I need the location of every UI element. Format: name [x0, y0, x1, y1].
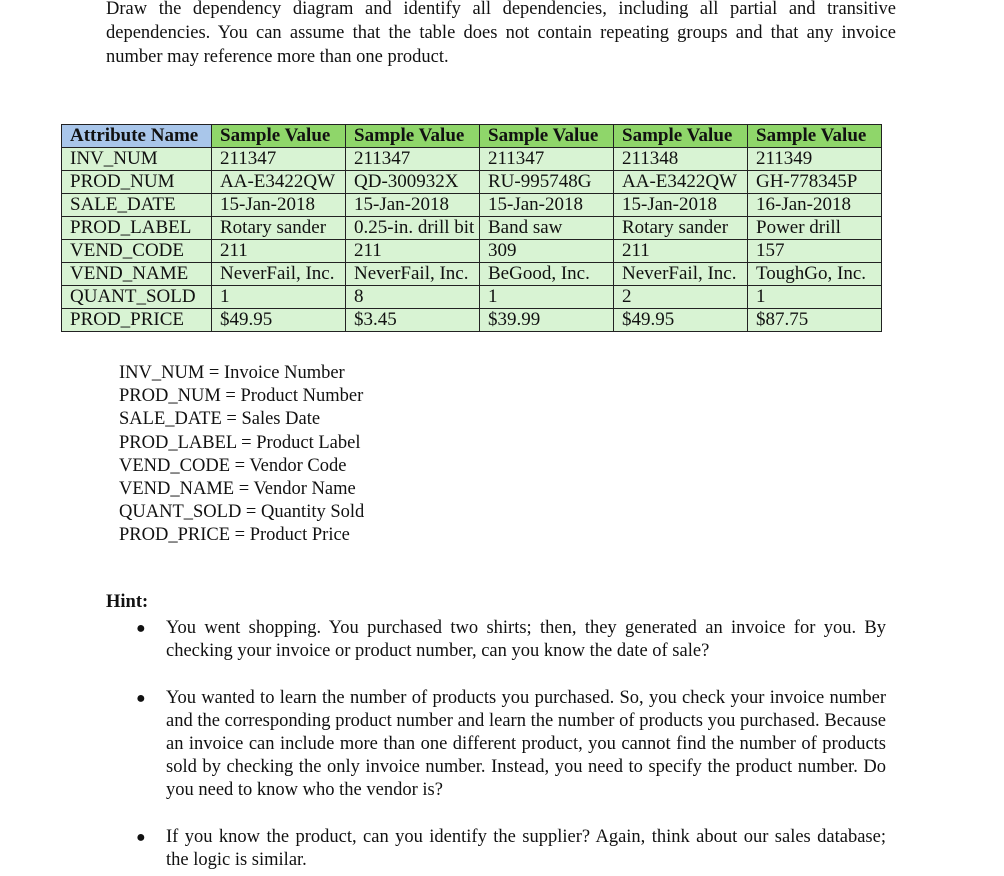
- header-attribute-name: Attribute Name: [62, 125, 212, 148]
- value-cell: GH-778345P: [748, 171, 882, 194]
- value-cell: $87.75: [748, 309, 882, 332]
- attribute-cell: PROD_NUM: [62, 171, 212, 194]
- value-cell: NeverFail, Inc.: [212, 263, 346, 286]
- value-cell: 211348: [614, 148, 748, 171]
- attribute-cell: INV_NUM: [62, 148, 212, 171]
- value-cell: $49.95: [212, 309, 346, 332]
- legend-item: PROD_LABEL = Product Label: [119, 432, 361, 453]
- value-cell: 15-Jan-2018: [614, 194, 748, 217]
- legend-item: INV_NUM = Invoice Number: [119, 363, 345, 383]
- value-cell: Rotary sander: [614, 217, 748, 240]
- bullet-icon: ●: [136, 690, 146, 707]
- value-cell: $49.95: [614, 309, 748, 332]
- value-cell: 211347: [346, 148, 480, 171]
- header-sample-value: Sample Value: [212, 125, 346, 148]
- bullet-icon: ●: [136, 829, 146, 846]
- value-cell: 1: [480, 286, 614, 309]
- hint-item: [136, 826, 886, 872]
- hint-title: Hint:: [106, 592, 149, 612]
- attribute-cell: SALE_DATE: [62, 194, 212, 217]
- table-row: [62, 194, 882, 217]
- table-row: [62, 286, 882, 309]
- value-cell: 211347: [480, 148, 614, 171]
- legend-item: QUANT_SOLD = Quantity Sold: [119, 502, 365, 523]
- value-cell: 16-Jan-2018: [748, 194, 882, 217]
- header-sample-value: Sample Value: [480, 125, 614, 148]
- value-cell: 309: [480, 240, 614, 263]
- legend-item: VEND_NAME = Vendor Name: [119, 479, 356, 500]
- value-cell: RU-995748G: [480, 171, 614, 194]
- table-row: [62, 148, 882, 171]
- table-header-row: [62, 125, 882, 148]
- value-cell: Rotary sander: [212, 217, 346, 240]
- value-cell: 211: [212, 240, 346, 263]
- legend-item: PROD_PRICE = Product Price: [119, 525, 350, 546]
- value-cell: 211: [614, 240, 748, 263]
- value-cell: 8: [346, 286, 480, 309]
- legend-item: PROD_NUM = Product Number: [119, 386, 364, 407]
- table-row: [62, 240, 882, 263]
- hint-list: [136, 617, 886, 872]
- intro-paragraph: Draw the dependency diagram and identify all dependencies, including all partial and transitive dependencies. You can assume that the table does not contain repeating groups and that any invoice number may reference more than one product.: [106, 0, 896, 67]
- table-row: [62, 263, 882, 286]
- value-cell: AA-E3422QW: [212, 171, 346, 194]
- value-cell: 2: [614, 286, 748, 309]
- hint-text: You wanted to learn the number of products you purchased. So, you check your invoice number and the corresponding product number and learn the number of products you purchased. Because an invoice can include more than one different product, you cannot find the number of products sold by checking the only invoice number. Instead, you need to specify the product number. Do you need to know who the vendor is?: [166, 688, 886, 800]
- abbreviation-legend: [119, 362, 364, 548]
- value-cell: 15-Jan-2018: [212, 194, 346, 217]
- table-row: [62, 171, 882, 194]
- hint-text: If you know the product, can you identify the supplier? Again, think about our sales database; the logic is similar.: [166, 827, 886, 870]
- value-cell: 157: [748, 240, 882, 263]
- value-cell: $3.45: [346, 309, 480, 332]
- header-sample-value: Sample Value: [748, 125, 882, 148]
- hint-text: You went shopping. You purchased two shirts; then, they generated an invoice for you. By checking your invoice or product number, can you know the date of sale?: [166, 618, 886, 661]
- bullet-icon: ●: [136, 620, 146, 637]
- value-cell: Power drill: [748, 217, 882, 240]
- value-cell: 211347: [212, 148, 346, 171]
- value-cell: 1: [212, 286, 346, 309]
- value-cell: NeverFail, Inc.: [614, 263, 748, 286]
- value-cell: ToughGo, Inc.: [748, 263, 882, 286]
- value-cell: Band saw: [480, 217, 614, 240]
- value-cell: 211: [346, 240, 480, 263]
- hint-item: [136, 617, 886, 663]
- value-cell: NeverFail, Inc.: [346, 263, 480, 286]
- value-cell: 1: [748, 286, 882, 309]
- value-cell: 15-Jan-2018: [346, 194, 480, 217]
- value-cell: QD-300932X: [346, 171, 480, 194]
- attribute-cell: QUANT_SOLD: [62, 286, 212, 309]
- legend-item: SALE_DATE = Sales Date: [119, 409, 321, 430]
- hint-item: [136, 687, 886, 802]
- table-row: [62, 217, 882, 240]
- header-sample-value: Sample Value: [346, 125, 480, 148]
- attribute-cell: PROD_PRICE: [62, 309, 212, 332]
- table-row: [62, 309, 882, 332]
- attribute-cell: VEND_NAME: [62, 263, 212, 286]
- attribute-cell: VEND_CODE: [62, 240, 212, 263]
- attribute-cell: PROD_LABEL: [62, 217, 212, 240]
- value-cell: AA-E3422QW: [614, 171, 748, 194]
- value-cell: 15-Jan-2018: [480, 194, 614, 217]
- header-sample-value: Sample Value: [614, 125, 748, 148]
- value-cell: $39.99: [480, 309, 614, 332]
- legend-item: VEND_CODE = Vendor Code: [119, 455, 347, 476]
- value-cell: 211349: [748, 148, 882, 171]
- value-cell: BeGood, Inc.: [480, 263, 614, 286]
- value-cell: 0.25-in. drill bit: [346, 217, 480, 240]
- attribute-table: [61, 124, 882, 332]
